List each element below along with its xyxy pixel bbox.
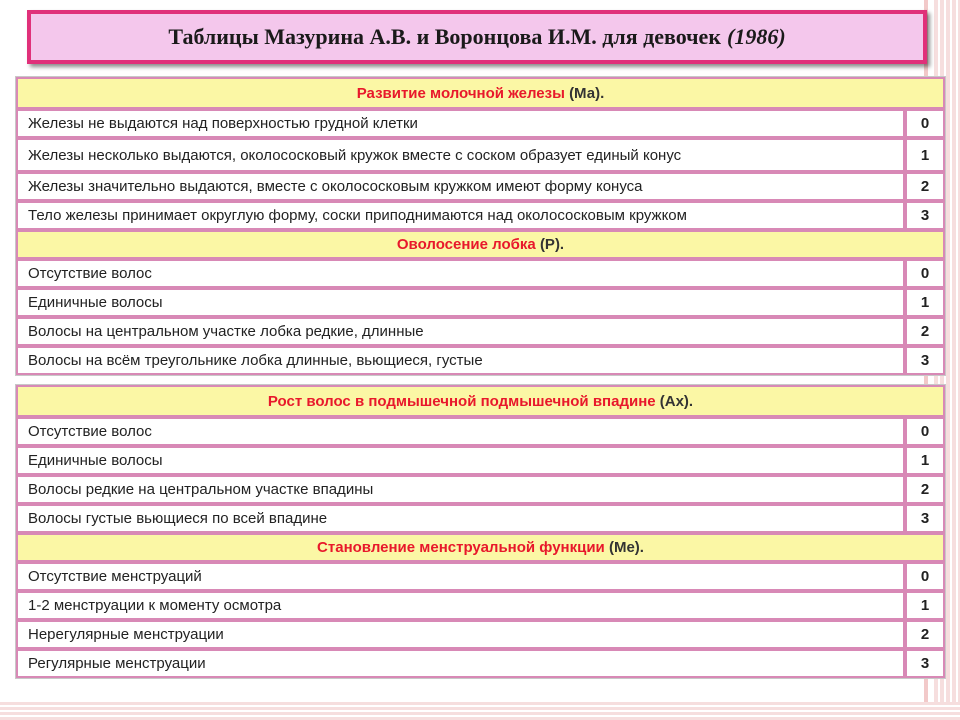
- decorative-stripes-bottom: [0, 702, 960, 720]
- row-score: 0: [905, 417, 945, 446]
- table-row: [16, 259, 945, 288]
- row-score: 2: [905, 475, 945, 504]
- table-row: [16, 346, 945, 375]
- table-block: [15, 76, 946, 376]
- row-text: Волосы на центральном участке лобка редкие, длинные: [16, 317, 905, 346]
- row-text: Тело железы принимает округлую форму, соски приподнимаются над околососковым кружком: [16, 201, 905, 230]
- section-code: (Ах).: [659, 392, 694, 410]
- row-text: Отсутствие волос: [16, 259, 905, 288]
- table-row: [16, 504, 945, 533]
- table-row: [16, 446, 945, 475]
- table-row: [16, 138, 945, 172]
- criteria-tables: [15, 76, 946, 682]
- section-header: [16, 230, 945, 259]
- section-header-row: [16, 385, 945, 417]
- row-text: Железы значительно выдаются, вместе с околососковым кружком имеют форму конуса: [16, 172, 905, 201]
- table-row: [16, 317, 945, 346]
- section-name: Развитие молочной железы: [356, 84, 565, 102]
- table-row: [16, 475, 945, 504]
- title-banner: [27, 10, 927, 64]
- row-text: Железы не выдаются над поверхностью грудной клетки: [16, 109, 905, 138]
- row-score: 2: [905, 172, 945, 201]
- section-header: [16, 385, 945, 417]
- section-name: Рост волос в подмышечной подмышечной впадине: [267, 392, 656, 410]
- table-row: [16, 172, 945, 201]
- title-main: Таблицы Мазурина А.В. и Воронцова И.М. для девочек: [168, 24, 721, 49]
- section-header: [16, 533, 945, 562]
- row-text: 1-2 менструации к моменту осмотра: [16, 591, 905, 620]
- title-year: (1986): [727, 24, 786, 49]
- row-text: Отсутствие менструаций: [16, 562, 905, 591]
- section-name: Становление менструальной функции: [317, 539, 605, 556]
- table-row: [16, 288, 945, 317]
- row-score: 1: [905, 591, 945, 620]
- section-code: (Р).: [539, 236, 565, 253]
- row-score: 1: [905, 288, 945, 317]
- row-text: Нерегулярные менструации: [16, 620, 905, 649]
- section-code: (Ме).: [608, 539, 644, 556]
- table-row: [16, 109, 945, 138]
- section-header-row: [16, 533, 945, 562]
- row-text: Волосы редкие на центральном участке впадины: [16, 475, 905, 504]
- section-header-row: [16, 77, 945, 109]
- row-text: Волосы на всём треугольнике лобка длинные, вьющиеся, густые: [16, 346, 905, 375]
- row-text: Волосы густые вьющиеся по всей впадине: [16, 504, 905, 533]
- row-score: 1: [905, 138, 945, 172]
- section-code: (Ма).: [569, 84, 605, 102]
- section-header: [16, 77, 945, 109]
- row-text: Единичные волосы: [16, 288, 905, 317]
- table-row: [16, 417, 945, 446]
- row-score: 3: [905, 201, 945, 230]
- row-score: 1: [905, 446, 945, 475]
- section-header-row: [16, 230, 945, 259]
- table-row: [16, 649, 945, 678]
- page-title: [168, 24, 785, 50]
- row-score: 0: [905, 109, 945, 138]
- table-block: [15, 384, 946, 679]
- row-text: Отсутствие волос: [16, 417, 905, 446]
- row-score: 2: [905, 620, 945, 649]
- row-text: Регулярные менструации: [16, 649, 905, 678]
- section-name: Оволосение лобка: [396, 236, 536, 253]
- table-row: [16, 620, 945, 649]
- table-row: [16, 201, 945, 230]
- row-score: 2: [905, 317, 945, 346]
- row-score: 3: [905, 504, 945, 533]
- row-text: Железы несколько выдаются, околососковый кружок вместе с соском образует единый конус: [16, 138, 905, 172]
- row-score: 3: [905, 649, 945, 678]
- table-row: [16, 591, 945, 620]
- row-score: 0: [905, 259, 945, 288]
- row-text: Единичные волосы: [16, 446, 905, 475]
- table-row: [16, 562, 945, 591]
- row-score: 3: [905, 346, 945, 375]
- row-score: 0: [905, 562, 945, 591]
